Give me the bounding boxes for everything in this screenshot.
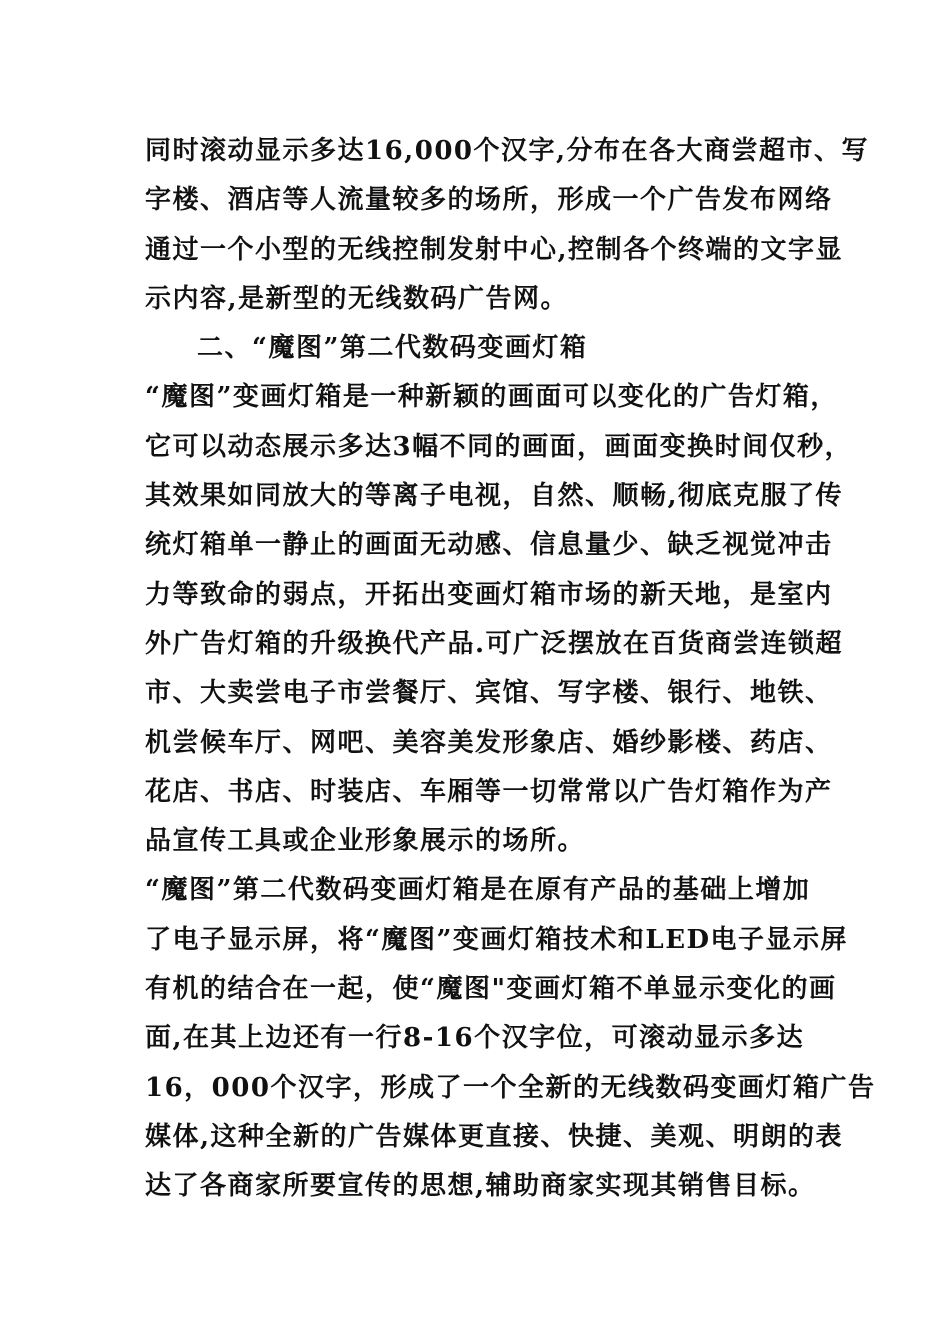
body-line: “魔图”变画灯箱是一种新颖的画面可以变化的广告灯箱，: [145, 382, 838, 413]
body-line: 达了各商家所要宣传的思想,辅助商家实现其销售目标。: [145, 1171, 816, 1202]
body-line: 品宣传工具或企业形象展示的场所。: [145, 826, 586, 857]
body-line: 同时滚动显示多达16,000个汉字,分布在各大商尝超市、写: [145, 136, 870, 166]
section-heading: 二、“魔图”第二代数码变画灯箱: [197, 333, 588, 364]
body-line: 机尝候车厅、网吧、美容美发形象店、婚纱影楼、药店、: [145, 727, 833, 758]
body-line: 它可以动态展示多达3幅不同的画面，画面变换时间仅秒，: [145, 431, 853, 462]
body-line: 了电子显示屏，将“魔图”变画灯箱技术和LED电子显示屏: [145, 924, 849, 955]
body-line: 媒体,这种全新的广告媒体更直接、快捷、美观、明朗的表: [145, 1121, 844, 1152]
document-body: [145, 127, 876, 1212]
body-line: 示内容,是新型的无线数码广告网。: [145, 283, 569, 314]
body-line: 通过一个小型的无线控制发射中心,控制各个终端的文字显: [145, 234, 844, 265]
body-line: 其效果如同放大的等离子电视，自然、顺畅,彻底克服了传: [145, 481, 844, 512]
body-line: 面,在其上边还有一行8-16个汉字位，可滚动显示多达: [145, 1023, 805, 1054]
body-line: 力等致命的弱点，开拓出变画灯箱市场的新天地，是室内: [145, 579, 833, 610]
body-line: 字楼、酒店等人流量较多的场所，形成一个广告发布网络: [145, 185, 833, 216]
body-line: 统灯箱单一静止的画面无动感、信息量少、缺乏视觉冲击: [145, 530, 833, 561]
body-line: 有机的结合在一起，使“魔图"变画灯箱不单显示变化的画: [145, 974, 837, 1005]
body-line: 外广告灯箱的升级换代产品.可广泛摆放在百货商尝连锁超: [145, 628, 844, 659]
body-line: 花店、书店、时装店、车厢等一切常常以广告灯箱作为产: [145, 776, 833, 807]
body-line: “魔图”第二代数码变画灯箱是在原有产品的基础上增加: [145, 875, 811, 906]
body-line: 16，000个汉字，形成了一个全新的无线数码变画灯箱广告: [145, 1072, 876, 1103]
body-line: 市、大卖尝电子市尝餐厅、宾馆、写字楼、银行、地铁、: [145, 678, 833, 709]
